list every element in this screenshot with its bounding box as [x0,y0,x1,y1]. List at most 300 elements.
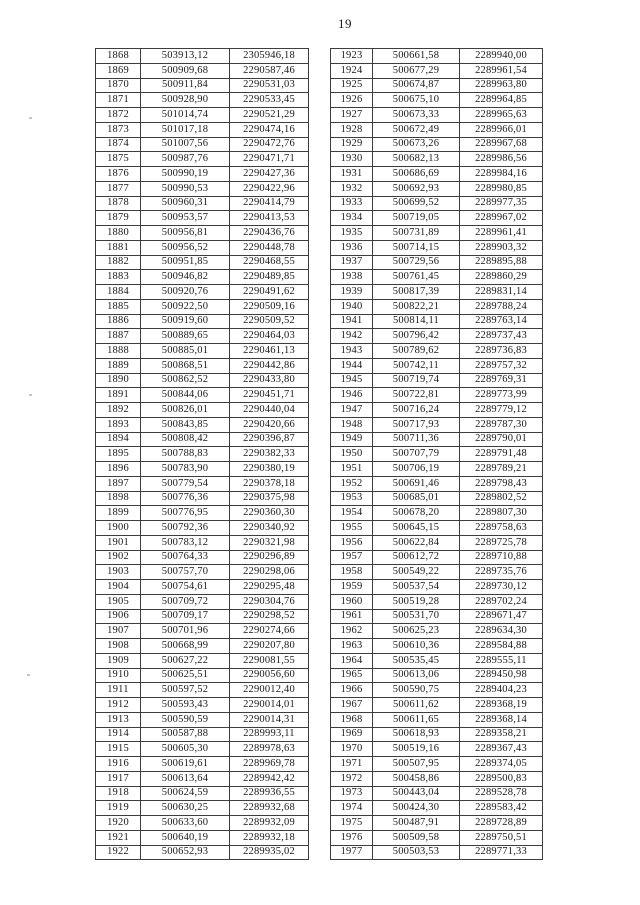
easting-cell: 500779,54 [141,476,230,491]
northing-cell: 2290448,78 [230,240,309,255]
northing-cell: 2290509,16 [230,299,309,314]
year-cell: 1964 [331,653,373,668]
table-row [331,196,543,211]
easting-cell: 500922,50 [141,299,230,314]
year-cell: 1872 [96,108,141,123]
easting-cell: 500612,72 [373,550,460,565]
northing-cell: 2290014,01 [230,698,309,713]
year-cell: 1880 [96,226,141,241]
table-row [331,801,543,816]
table-row [96,167,309,182]
northing-cell: 2290436,76 [230,226,309,241]
northing-cell: 2290340,92 [230,521,309,536]
easting-cell: 500788,83 [141,447,230,462]
northing-cell: 2289977,35 [460,196,543,211]
table-row [331,447,543,462]
easting-cell: 500674,87 [373,78,460,93]
table-row [96,712,309,727]
northing-cell: 2290461,13 [230,344,309,359]
easting-cell: 500630,25 [141,801,230,816]
easting-cell: 500682,13 [373,152,460,167]
northing-cell: 2289807,30 [460,506,543,521]
table-row [331,373,543,388]
northing-cell: 2290427,36 [230,167,309,182]
northing-cell: 2290012,40 [230,683,309,698]
easting-cell: 500946,82 [141,270,230,285]
northing-cell: 2289993,11 [230,727,309,742]
table-row [331,668,543,683]
easting-cell: 500990,19 [141,167,230,182]
northing-cell: 2289450,98 [460,668,543,683]
northing-cell: 2289769,31 [460,373,543,388]
year-cell: 1890 [96,373,141,388]
easting-cell: 500509,58 [373,830,460,845]
year-cell: 1948 [331,417,373,432]
table-row [96,329,309,344]
easting-cell: 500868,51 [141,358,230,373]
northing-cell: 2289500,83 [460,771,543,786]
table-row [331,491,543,506]
easting-cell: 500956,52 [141,240,230,255]
table-row [331,535,543,550]
northing-cell: 2289903,32 [460,240,543,255]
easting-cell: 500776,36 [141,491,230,506]
easting-cell: 500990,53 [141,181,230,196]
easting-cell: 500619,61 [141,757,230,772]
year-cell: 1968 [331,712,373,727]
year-cell: 1911 [96,683,141,698]
easting-cell: 500844,06 [141,388,230,403]
easting-cell: 500789,62 [373,344,460,359]
easting-cell: 500808,42 [141,432,230,447]
easting-cell: 500754,61 [141,580,230,595]
northing-cell: 2289789,21 [460,462,543,477]
year-cell: 1904 [96,580,141,595]
table-row [331,506,543,521]
easting-cell: 500761,45 [373,270,460,285]
year-cell: 1920 [96,816,141,831]
year-cell: 1915 [96,742,141,757]
northing-cell: 2290422,96 [230,181,309,196]
year-cell: 1974 [331,801,373,816]
year-cell: 1912 [96,698,141,713]
easting-cell: 500677,29 [373,63,460,78]
year-cell: 1903 [96,565,141,580]
table-row [96,653,309,668]
year-cell: 1901 [96,535,141,550]
table-row [96,580,309,595]
easting-cell: 500675,10 [373,93,460,108]
easting-cell: 500953,57 [141,211,230,226]
easting-cell: 500699,52 [373,196,460,211]
table-row [331,122,543,137]
year-cell: 1971 [331,757,373,772]
year-cell: 1887 [96,329,141,344]
year-cell: 1927 [331,108,373,123]
table-row [96,447,309,462]
easting-cell: 500709,72 [141,594,230,609]
table-row [96,49,309,64]
year-cell: 1932 [331,181,373,196]
year-cell: 1928 [331,122,373,137]
easting-cell: 500862,52 [141,373,230,388]
northing-cell: 2290304,76 [230,594,309,609]
year-cell: 1917 [96,771,141,786]
year-cell: 1879 [96,211,141,226]
table-row [96,845,309,860]
year-cell: 1900 [96,521,141,536]
table-row [96,594,309,609]
year-cell: 1886 [96,314,141,329]
easting-cell: 500645,15 [373,521,460,536]
year-cell: 1902 [96,550,141,565]
year-cell: 1966 [331,683,373,698]
year-cell: 1959 [331,580,373,595]
northing-cell: 2290533,45 [230,93,309,108]
northing-cell: 2289528,78 [460,786,543,801]
easting-cell: 500605,30 [141,742,230,757]
northing-cell: 2289961,54 [460,63,543,78]
table-row [96,491,309,506]
easting-cell: 500590,59 [141,712,230,727]
northing-cell: 2290531,03 [230,78,309,93]
table-row [331,417,543,432]
year-cell: 1922 [96,845,141,860]
northing-cell: 2289737,43 [460,329,543,344]
table-row [96,240,309,255]
northing-cell: 2290295,48 [230,580,309,595]
year-cell: 1874 [96,137,141,152]
northing-cell: 2289932,68 [230,801,309,816]
table-row [331,388,543,403]
table-row [96,122,309,137]
easting-cell: 500593,43 [141,698,230,713]
easting-cell: 500731,89 [373,226,460,241]
northing-cell: 2289895,88 [460,255,543,270]
easting-cell: 500685,01 [373,491,460,506]
easting-cell: 500625,51 [141,668,230,683]
easting-cell: 500633,60 [141,816,230,831]
year-cell: 1972 [331,771,373,786]
easting-cell: 500625,23 [373,624,460,639]
table-row [96,462,309,477]
easting-cell: 500817,39 [373,285,460,300]
table-row [96,683,309,698]
table-row [331,727,543,742]
easting-cell: 500889,65 [141,329,230,344]
northing-cell: 2289942,42 [230,771,309,786]
year-cell: 1957 [331,550,373,565]
northing-cell: 2289710,88 [460,550,543,565]
year-cell: 1975 [331,816,373,831]
easting-cell: 500507,95 [373,757,460,772]
table-row [96,388,309,403]
table-row [331,255,543,270]
year-cell: 1944 [331,358,373,373]
easting-cell: 500686,69 [373,167,460,182]
easting-cell: 500792,36 [141,521,230,536]
easting-cell: 501007,56 [141,137,230,152]
northing-cell: 2290587,46 [230,63,309,78]
year-cell: 1924 [331,63,373,78]
table-row [96,417,309,432]
table-row [96,816,309,831]
year-cell: 1906 [96,609,141,624]
table-row [96,299,309,314]
northing-cell: 2289935,02 [230,845,309,860]
northing-cell: 2289978,63 [230,742,309,757]
table-row [96,535,309,550]
table-row [331,594,543,609]
northing-cell: 2289728,89 [460,816,543,831]
table-row [331,49,543,64]
easting-cell: 500692,93 [373,181,460,196]
northing-cell: 2290433,80 [230,373,309,388]
easting-cell: 500458,86 [373,771,460,786]
easting-cell: 501017,18 [141,122,230,137]
year-cell: 1962 [331,624,373,639]
northing-cell: 2289555,11 [460,653,543,668]
easting-cell: 500611,62 [373,698,460,713]
table-row [96,403,309,418]
table-row [96,668,309,683]
northing-cell: 2290274,66 [230,624,309,639]
year-cell: 1955 [331,521,373,536]
year-cell: 1899 [96,506,141,521]
northing-cell: 2290014,31 [230,712,309,727]
northing-cell: 2305946,18 [230,49,309,64]
year-cell: 1908 [96,639,141,654]
easting-cell: 500661,58 [373,49,460,64]
easting-cell: 500678,20 [373,506,460,521]
year-cell: 1958 [331,565,373,580]
year-cell: 1961 [331,609,373,624]
table-row [96,344,309,359]
table-row [331,226,543,241]
easting-cell: 500742,11 [373,358,460,373]
table-row [331,771,543,786]
table-row [96,786,309,801]
northing-cell: 2290489,85 [230,270,309,285]
table-row [96,270,309,285]
table-row [96,801,309,816]
northing-cell: 2290296,89 [230,550,309,565]
table-row [96,255,309,270]
year-cell: 1914 [96,727,141,742]
table-row [331,167,543,182]
table-row [331,830,543,845]
easting-cell: 500987,76 [141,152,230,167]
easting-cell: 500822,21 [373,299,460,314]
easting-cell: 500796,42 [373,329,460,344]
northing-cell: 2289671,47 [460,609,543,624]
easting-cell: 500826,01 [141,403,230,418]
year-cell: 1882 [96,255,141,270]
easting-cell: 500611,65 [373,712,460,727]
table-row [331,609,543,624]
easting-cell: 500719,74 [373,373,460,388]
table-row [331,550,543,565]
easting-cell: 500613,06 [373,668,460,683]
year-cell: 1951 [331,462,373,477]
year-cell: 1916 [96,757,141,772]
table-row [331,358,543,373]
easting-cell: 503913,12 [141,49,230,64]
year-cell: 1905 [96,594,141,609]
northing-cell: 2290056,60 [230,668,309,683]
table-row [331,181,543,196]
year-cell: 1897 [96,476,141,491]
northing-cell: 2290382,33 [230,447,309,462]
easting-cell: 501014,74 [141,108,230,123]
table-row [331,653,543,668]
northing-cell: 2289374,05 [460,757,543,772]
easting-cell: 500618,93 [373,727,460,742]
northing-cell: 2290464,03 [230,329,309,344]
year-cell: 1873 [96,122,141,137]
year-cell: 1878 [96,196,141,211]
year-cell: 1925 [331,78,373,93]
easting-cell: 500716,24 [373,403,460,418]
year-cell: 1910 [96,668,141,683]
year-cell: 1941 [331,314,373,329]
year-cell: 1868 [96,49,141,64]
year-cell: 1947 [331,403,373,418]
northing-cell: 2290521,29 [230,108,309,123]
northing-cell: 2289787,30 [460,417,543,432]
year-cell: 1933 [331,196,373,211]
easting-cell: 500885,01 [141,344,230,359]
year-cell: 1936 [331,240,373,255]
table-row [331,314,543,329]
table-row [331,757,543,772]
table-row [331,565,543,580]
northing-cell: 2289730,12 [460,580,543,595]
year-cell: 1870 [96,78,141,93]
table-row [331,712,543,727]
table-row [331,624,543,639]
easting-cell: 500424,30 [373,801,460,816]
northing-cell: 2289790,01 [460,432,543,447]
northing-cell: 2289583,42 [460,801,543,816]
year-cell: 1954 [331,506,373,521]
year-cell: 1896 [96,462,141,477]
year-cell: 1977 [331,845,373,860]
year-cell: 1943 [331,344,373,359]
year-cell: 1942 [331,329,373,344]
northing-cell: 2290378,18 [230,476,309,491]
easting-cell: 500652,93 [141,845,230,860]
table-row [331,816,543,831]
easting-cell: 500783,90 [141,462,230,477]
year-cell: 1926 [331,93,373,108]
easting-cell: 500535,45 [373,653,460,668]
northing-cell: 2290414,79 [230,196,309,211]
northing-cell: 2289984,16 [460,167,543,182]
year-cell: 1888 [96,344,141,359]
northing-cell: 2289750,51 [460,830,543,845]
coordinates-table-left-body [96,49,309,860]
year-cell: 1923 [331,49,373,64]
northing-cell: 2290509,52 [230,314,309,329]
easting-cell: 500673,26 [373,137,460,152]
table-row [331,698,543,713]
year-cell: 1877 [96,181,141,196]
easting-cell: 500610,36 [373,639,460,654]
easting-cell: 500672,49 [373,122,460,137]
year-cell: 1883 [96,270,141,285]
year-cell: 1869 [96,63,141,78]
year-cell: 1898 [96,491,141,506]
table-row [96,476,309,491]
table-row [331,639,543,654]
easting-cell: 500537,54 [373,580,460,595]
northing-cell: 2289967,68 [460,137,543,152]
year-cell: 1934 [331,211,373,226]
year-cell: 1946 [331,388,373,403]
northing-cell: 2290468,55 [230,255,309,270]
year-cell: 1875 [96,152,141,167]
table-row [96,211,309,226]
easting-cell: 500911,84 [141,78,230,93]
table-row [331,137,543,152]
scan-speck [27,674,30,676]
easting-cell: 500519,16 [373,742,460,757]
northing-cell: 2289367,43 [460,742,543,757]
easting-cell: 500673,33 [373,108,460,123]
year-cell: 1969 [331,727,373,742]
table-row [96,373,309,388]
table-row [331,270,543,285]
table-row [96,609,309,624]
year-cell: 1963 [331,639,373,654]
table-row [96,137,309,152]
year-cell: 1965 [331,668,373,683]
year-cell: 1913 [96,712,141,727]
northing-cell: 2289771,33 [460,845,543,860]
year-cell: 1907 [96,624,141,639]
table-row [331,329,543,344]
table-row [96,196,309,211]
northing-cell: 2290413,53 [230,211,309,226]
table-row [96,565,309,580]
northing-cell: 2289404,23 [460,683,543,698]
northing-cell: 2289584,88 [460,639,543,654]
year-cell: 1937 [331,255,373,270]
easting-cell: 500706,19 [373,462,460,477]
easting-cell: 500920,76 [141,285,230,300]
northing-cell: 2289802,52 [460,491,543,506]
northing-cell: 2289966,01 [460,122,543,137]
northing-cell: 2289936,55 [230,786,309,801]
table-row [96,63,309,78]
northing-cell: 2289798,43 [460,476,543,491]
scan-speck [29,117,32,119]
easting-cell: 500549,22 [373,565,460,580]
table-row [331,580,543,595]
easting-cell: 500487,91 [373,816,460,831]
easting-cell: 500843,85 [141,417,230,432]
page-number: 19 [338,16,352,31]
year-cell: 1919 [96,801,141,816]
table-row [96,550,309,565]
northing-cell: 2289773,99 [460,388,543,403]
year-cell: 1894 [96,432,141,447]
easting-cell: 500701,96 [141,624,230,639]
year-cell: 1891 [96,388,141,403]
easting-cell: 500587,88 [141,727,230,742]
table-row [331,152,543,167]
